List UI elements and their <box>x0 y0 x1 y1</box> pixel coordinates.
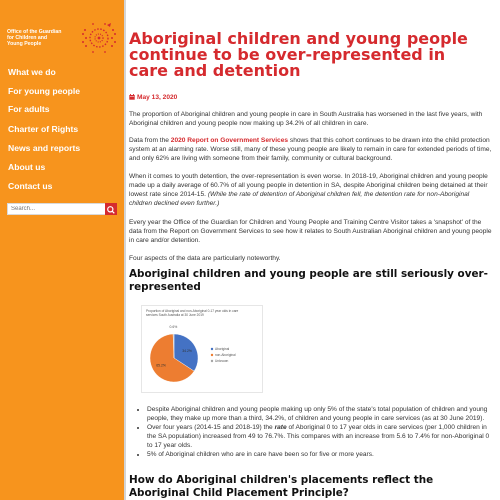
sidebar-divider <box>124 0 126 500</box>
legend-label: Unknown <box>215 359 229 363</box>
legend-label: Aboriginal <box>215 347 230 351</box>
nav-for-young-people[interactable]: For young people <box>8 86 81 96</box>
search-button[interactable] <box>105 203 117 215</box>
search-box <box>7 203 117 215</box>
paragraph-snapshot: Every year the Office of the Guardian for Children and Young People and Training Centre Visitor takes a 'snapshot' of the data from the Report on Government Services to see how it relates to South Australian Aboriginal children and young people in care and/or detention. <box>129 219 492 244</box>
paragraph-report: Data from the 2020 Report on Government Services shows that this cohort continues to be drawn into the child protection system at an alarming rate. Worse still, many of these young people are likely to remain in care for extended periods of time, and only 62% are living with someone from their family, community or cultural background. <box>129 137 492 162</box>
pie-data-label: 0.6% <box>169 325 178 330</box>
list-item: • 5% of Aboriginal children who are in care have been so for five or more years. <box>147 450 493 459</box>
chart-title-line1: Proportion of Aboriginal and non-Aboriginal 0-17 year olds in care <box>146 309 239 313</box>
chart-title-line2: services South Australia at 30 June 2019 <box>146 313 204 317</box>
list-item: • Despite Aboriginal children and young people making up only 5% of the state's total population of children and young people, they make up more than a third, 34.2%, of children and young people in care services (as at 30 June 2019). <box>147 405 493 423</box>
list-item: • Over four years (2014-15 and 2018-19) the rate of Aboriginal 0 to 17 year olds in care services (per 1,000 children in the SA population) increased from 49 to 76.7%. This compares with an increase from 5.6 to 7.4% for non-Aboriginal 0 to 17 year olds. <box>147 423 493 450</box>
pie-data-label: 34.2% <box>182 349 192 354</box>
search-input[interactable] <box>8 204 107 214</box>
nav-contact-us[interactable]: Contact us <box>8 181 53 191</box>
org-logo-icon[interactable] <box>77 21 121 55</box>
legend-swatch <box>211 354 213 356</box>
paragraph-intro: The proportion of Aboriginal children and young people in care in South Australia has worsened in the last five years, with Aboriginal children and young people now making up 34.2% of all children in care. <box>129 111 483 127</box>
bullet-list <box>129 405 493 459</box>
calendar-icon <box>129 94 135 100</box>
legend-swatch <box>211 360 213 362</box>
sidebar <box>0 0 124 500</box>
nav-news-and-reports[interactable]: News and reports <box>8 143 81 153</box>
report-link[interactable]: 2020 Report on Government Services <box>170 137 289 144</box>
paragraph-aspects: Four aspects of the data are particularly noteworthy. <box>129 255 281 262</box>
post-date: May 13, 2020 <box>129 93 177 102</box>
search-icon <box>105 204 117 216</box>
page-title: Aboriginal children and young people continue to be over-represented in care and detention <box>129 29 468 80</box>
legend-swatch <box>211 348 213 350</box>
article <box>129 0 494 500</box>
nav-what-we-do[interactable]: What we do <box>8 67 56 77</box>
nav-charter-of-rights[interactable]: Charter of Rights <box>8 124 79 134</box>
pie-data-label: 65.2% <box>156 363 166 368</box>
nav-for-adults[interactable]: For adults <box>8 104 50 114</box>
org-name[interactable]: Office of the Guardian for Children and Young People <box>7 29 62 47</box>
section-heading-placement: How do Aboriginal children's placements reflect the Aboriginal Child Placement Principle? <box>129 474 434 499</box>
pie-chart <box>141 305 263 393</box>
nav-about-us[interactable]: About us <box>8 162 46 172</box>
legend-label: non-Aboriginal <box>215 353 236 357</box>
section-heading-over-represented: Aboriginal children and young people are still seriously over-represented <box>129 268 488 293</box>
paragraph-detention: When it comes to youth detention, the over-representation is even worse. In 2018-19, Aboriginal children and young people made up a daily average of 60.7% of all young people in detention in SA, despite Aboriginal children being detained at their lowest rate since 2014-15. (While the rate of detention of Aboriginal children fell, the detention rate for non-Aboriginal children declined even further.) <box>129 173 488 207</box>
